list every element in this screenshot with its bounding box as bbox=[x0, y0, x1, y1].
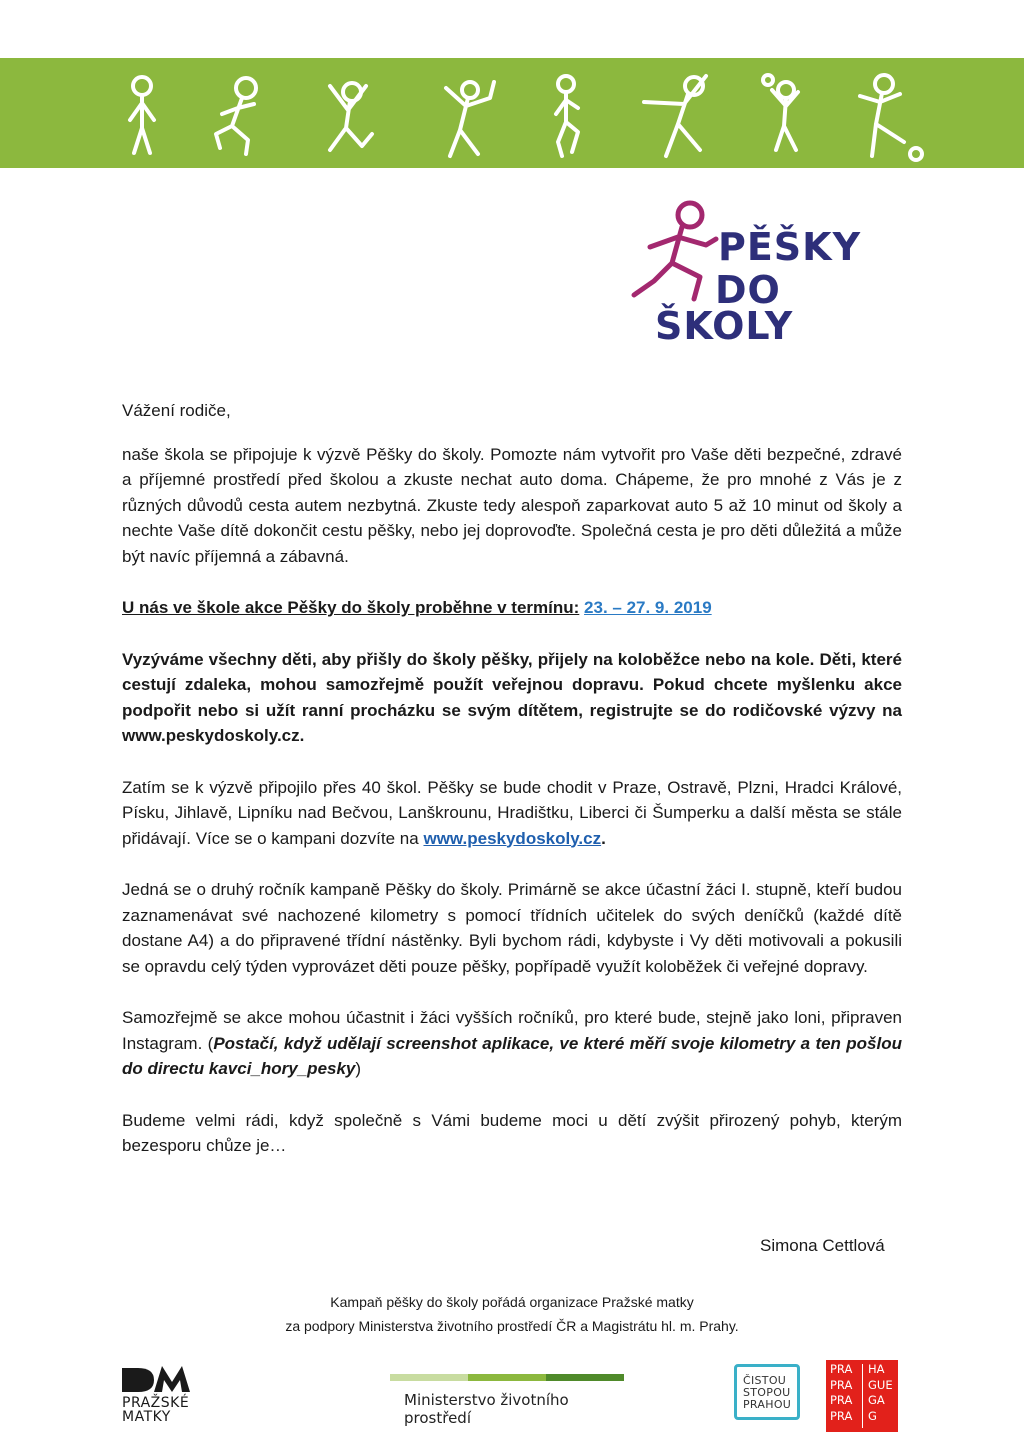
praha-col1-row1: PRA bbox=[830, 1362, 853, 1376]
instagram-instructions: Postačí, když udělají screenshot aplikace, ve které měří svoje kilometry a ten pošlou do directu kavci_hory_pesky bbox=[122, 1033, 902, 1078]
praha-col2-row1: HA bbox=[868, 1362, 885, 1376]
praha-col1-row4: PRA bbox=[830, 1408, 853, 1423]
stick-figure-kneeling-icon bbox=[556, 76, 578, 156]
letter-body bbox=[122, 398, 902, 1159]
prazske-matky-logo-text bbox=[122, 1396, 189, 1424]
praha-logo bbox=[826, 1360, 898, 1432]
stick-figure-standing-icon bbox=[130, 77, 154, 153]
pm-logo-line2: MATKY bbox=[122, 1409, 171, 1425]
footer-support: za podpory Ministerstva životního prostředí ČR a Magistrátu hl. m. Prahy. bbox=[285, 1318, 739, 1334]
stick-figure-juggling-icon bbox=[763, 75, 798, 150]
praha-logo-col1 bbox=[830, 1362, 852, 1424]
cities-paragraph bbox=[122, 775, 902, 852]
older-text: Samozřejmě se akce mohou účastnit i žáci vyšších ročníků, pro které bude, stejně jako loni, připraven Instagram. ( bbox=[122, 1008, 902, 1053]
term-label: U nás ve škole akce Pěšky do školy proběhne v termínu: bbox=[122, 598, 580, 617]
stick-figure-jumping-icon bbox=[330, 83, 372, 150]
ministry-name: Ministerstvo životního prostředí bbox=[404, 1391, 569, 1427]
ministry-logo bbox=[390, 1374, 630, 1427]
stick-figure-running-icon bbox=[216, 78, 256, 154]
cities-text: Zatím se k výzvě připojilo přes 40 škol. Pěšky se bude chodit v Praze, Ostravě, Plzni, Hradci Králové, Písku, Jihlavě, Lipníku nad Bečvou, Lanškrounu, Hradištku, Liberci či Šumperku a další města se stále přidávají. Více se o kampani dozvíte na bbox=[122, 777, 902, 848]
ministry-color-bars-icon bbox=[390, 1374, 624, 1381]
pm-logo-line1: PRAŽSKÉ bbox=[122, 1395, 190, 1411]
cities-end: . bbox=[601, 828, 606, 848]
cistou-stopou-prahou-logo bbox=[734, 1364, 800, 1420]
intro-paragraph: naše škola se připojuje k výzvě Pěšky do školy. Pomozte nám vytvořit pro Vaše děti bezpečné, zdravé a příjemné prostředí před školou a zkuste nechat auto doma. Chápeme, že pro mnohé z Vás je z různých důvodů cesta autem nezbytná. Zkuste tedy alespoň zaparkovat auto 5 až 10 minut od školy a nechte Vaše dítě dokončit cestu pěšky, nebo jej doprovoďte. Společná cesta je pro děti důležitá a může být navíc příjemná a zábavná. bbox=[122, 444, 902, 566]
older-pupils-paragraph bbox=[122, 1005, 902, 1082]
logo-word-do: DO bbox=[715, 268, 781, 312]
praha-col1-row2: PRA bbox=[830, 1377, 853, 1392]
cop-line3: PRAHOU bbox=[743, 1398, 792, 1411]
stick-figure-kicking-ball-icon bbox=[860, 75, 922, 160]
cop-line1: ČISTOU bbox=[743, 1374, 787, 1387]
stick-figure-dancing-icon bbox=[446, 82, 494, 156]
cop-line2: STOPOU bbox=[743, 1386, 791, 1399]
older-close: ) bbox=[355, 1059, 362, 1078]
website-link[interactable]: www.peskydoskoly.cz bbox=[423, 828, 602, 848]
second-year-paragraph: Jedná se o druhý ročník kampaně Pěšky do školy. Primárně se akce účastní žáci I. stupně, kteří budou zaznamenávat své nachozené kilometry s pomocí třídních učitelek do svých deníčků (každé dítě dostane A4) a do připravené třídní nástěnky. Byli bychom rádi, kdybyste i Vy děti motivovali a pokusili se opravdu celý týden vyprovázet děti pouze pěšky, popřípadě využít koloběžek či veřejné dopravy. bbox=[122, 880, 902, 976]
greeting: Vážení rodiče, bbox=[122, 401, 231, 420]
praha-col2-row2: GUE bbox=[868, 1377, 893, 1392]
praha-col1-row3: PRA bbox=[830, 1393, 853, 1407]
praha-col2-row3: GA bbox=[868, 1393, 885, 1407]
logo-word-skoly: ŠKOLY bbox=[655, 304, 794, 348]
term-date: 23. – 27. 9. 2019 bbox=[584, 598, 712, 617]
closing-paragraph: Budeme velmi rádi, když společně s Vámi budeme moci u dětí zvýšit přirozený pohyb, kterým bezesporu chůze je… bbox=[122, 1110, 902, 1155]
stick-figures-strip bbox=[0, 58, 1024, 168]
term-paragraph bbox=[122, 595, 902, 621]
header-banner bbox=[0, 58, 1024, 168]
signature: Simona Cettlová bbox=[760, 1236, 885, 1255]
stick-figure-stretching-icon bbox=[644, 76, 706, 156]
praha-col2-row4: G bbox=[868, 1408, 877, 1423]
footer-organizer: Kampaň pěšky do školy pořádá organizace Pražské matky bbox=[330, 1294, 694, 1310]
logo-word-pesky: PĚŠKY bbox=[718, 225, 862, 269]
praha-logo-col2 bbox=[868, 1362, 893, 1424]
call-paragraph: Vyzýváme všechny děti, aby přišly do školy pěšky, přijely na koloběžce nebo na kole. Děti, které cestují zdaleka, mohou samozřejmě použít veřejnou dopravu. Pokud chcete myšlenku akce podpořit nebo si užít ranní procházku se svým dítětem, registrujte se do rodičovské výzvy na www.peskydoskoly.cz. bbox=[122, 649, 902, 745]
pesky-do-skoly-logo bbox=[620, 195, 900, 348]
praha-logo-divider bbox=[862, 1364, 863, 1428]
